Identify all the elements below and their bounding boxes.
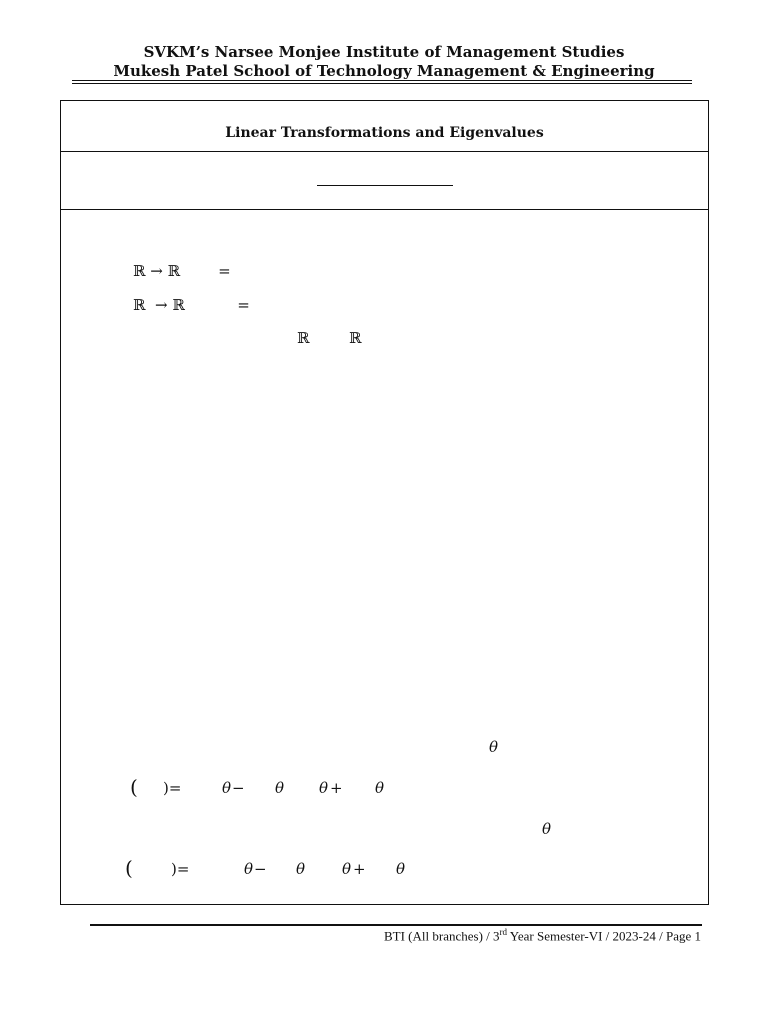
close-paren-equals: )= bbox=[163, 779, 182, 797]
page-footer bbox=[384, 927, 701, 944]
close-paren-equals: )= bbox=[171, 860, 190, 878]
theta-symbol: θ bbox=[396, 860, 406, 878]
minus-sign: − bbox=[232, 779, 245, 797]
mapping-row-2: ℝ → ℝ = bbox=[133, 296, 250, 314]
header-rule-top bbox=[72, 80, 692, 81]
open-paren: ( bbox=[125, 856, 133, 880]
topic-title: Linear Transformations and Eigenvalues bbox=[225, 125, 544, 141]
theta-symbol: θ bbox=[275, 779, 285, 797]
theta-symbol: θ bbox=[375, 779, 385, 797]
institute-name: SVKM’s Narsee Monjee Institute of Management Studies bbox=[143, 43, 625, 61]
theta-symbol: θ bbox=[489, 738, 499, 756]
real-symbol-right: ℝ bbox=[349, 329, 362, 347]
title-divider bbox=[61, 151, 708, 152]
school-name: Mukesh Patel School of Technology Management & Engineering bbox=[113, 62, 655, 80]
name-blank-line bbox=[317, 185, 453, 186]
theta-symbol: θ bbox=[244, 860, 254, 878]
footer-rule bbox=[90, 924, 702, 926]
theta-symbol: θ bbox=[319, 779, 329, 797]
content-frame bbox=[60, 100, 709, 905]
plus-sign: + bbox=[353, 860, 366, 878]
mapping-row-1: ℝ → ℝ = bbox=[133, 262, 231, 280]
header-rule-bottom bbox=[72, 83, 692, 84]
content-divider bbox=[61, 209, 708, 210]
theta-symbol: θ bbox=[542, 820, 552, 838]
plus-sign: + bbox=[330, 779, 343, 797]
theta-symbol: θ bbox=[222, 779, 232, 797]
minus-sign: − bbox=[254, 860, 267, 878]
footer-suffix: Year Semester-VI / 2023-24 / Page 1 bbox=[507, 928, 701, 944]
footer-superscript: rd bbox=[499, 927, 508, 937]
real-symbol-left: ℝ bbox=[297, 329, 310, 347]
theta-symbol: θ bbox=[296, 860, 306, 878]
footer-prefix: BTI (All branches) / 3 bbox=[383, 928, 500, 944]
open-paren: ( bbox=[130, 775, 138, 799]
theta-symbol: θ bbox=[342, 860, 352, 878]
